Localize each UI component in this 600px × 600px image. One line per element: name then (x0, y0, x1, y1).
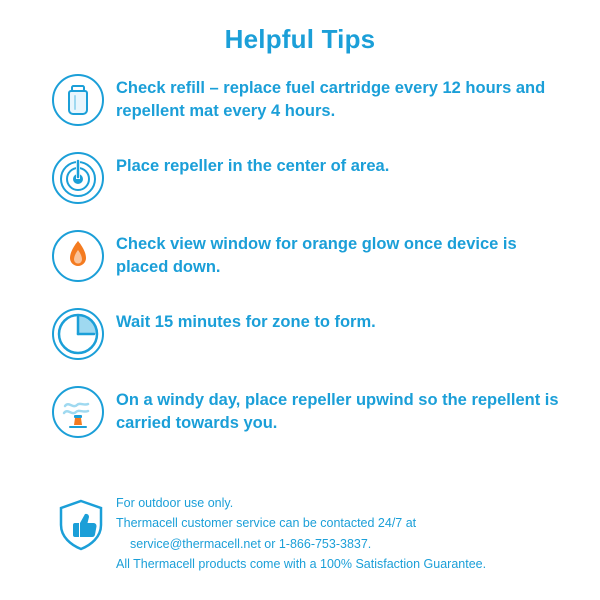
footer-line-3: service@thermacell.net or 1-866-753-3837. (130, 536, 372, 551)
footer-line-4: All Thermacell products come with a 100% Satisfaction Guarantee. (116, 556, 487, 571)
tip-text: Wait 15 minutes for zone to form. (116, 313, 376, 331)
footer (50, 493, 572, 574)
shield-thumbs-up-icon (50, 493, 112, 559)
list-item (46, 381, 560, 443)
tip-text: Check refill – replace fuel cartridge every 12 hours and repellent mat every 4 hours. (116, 79, 546, 120)
list-item (46, 303, 560, 365)
tip-text: On a windy day, place repeller upwind so the repellent is carried towards you. (116, 391, 559, 432)
tip-text: Check view window for orange glow once device is placed down. (116, 235, 517, 276)
clock-15-minutes-icon (46, 303, 110, 365)
tip-text: Place repeller in the center of area. (116, 157, 390, 175)
footer-text (112, 493, 572, 574)
list-item (46, 147, 560, 209)
page-title: Helpful Tips (224, 24, 376, 54)
list-item (46, 69, 560, 131)
list-item (46, 225, 560, 287)
tips-list (0, 69, 600, 443)
footer-line-1: For outdoor use only. (116, 496, 234, 510)
footer-line-2: Thermacell customer service can be contacted 24/7 at (116, 516, 417, 531)
flame-glow-icon (46, 225, 110, 287)
wind-upwind-icon (46, 381, 110, 443)
fuel-cartridge-icon (46, 69, 110, 131)
target-center-icon (46, 147, 110, 209)
